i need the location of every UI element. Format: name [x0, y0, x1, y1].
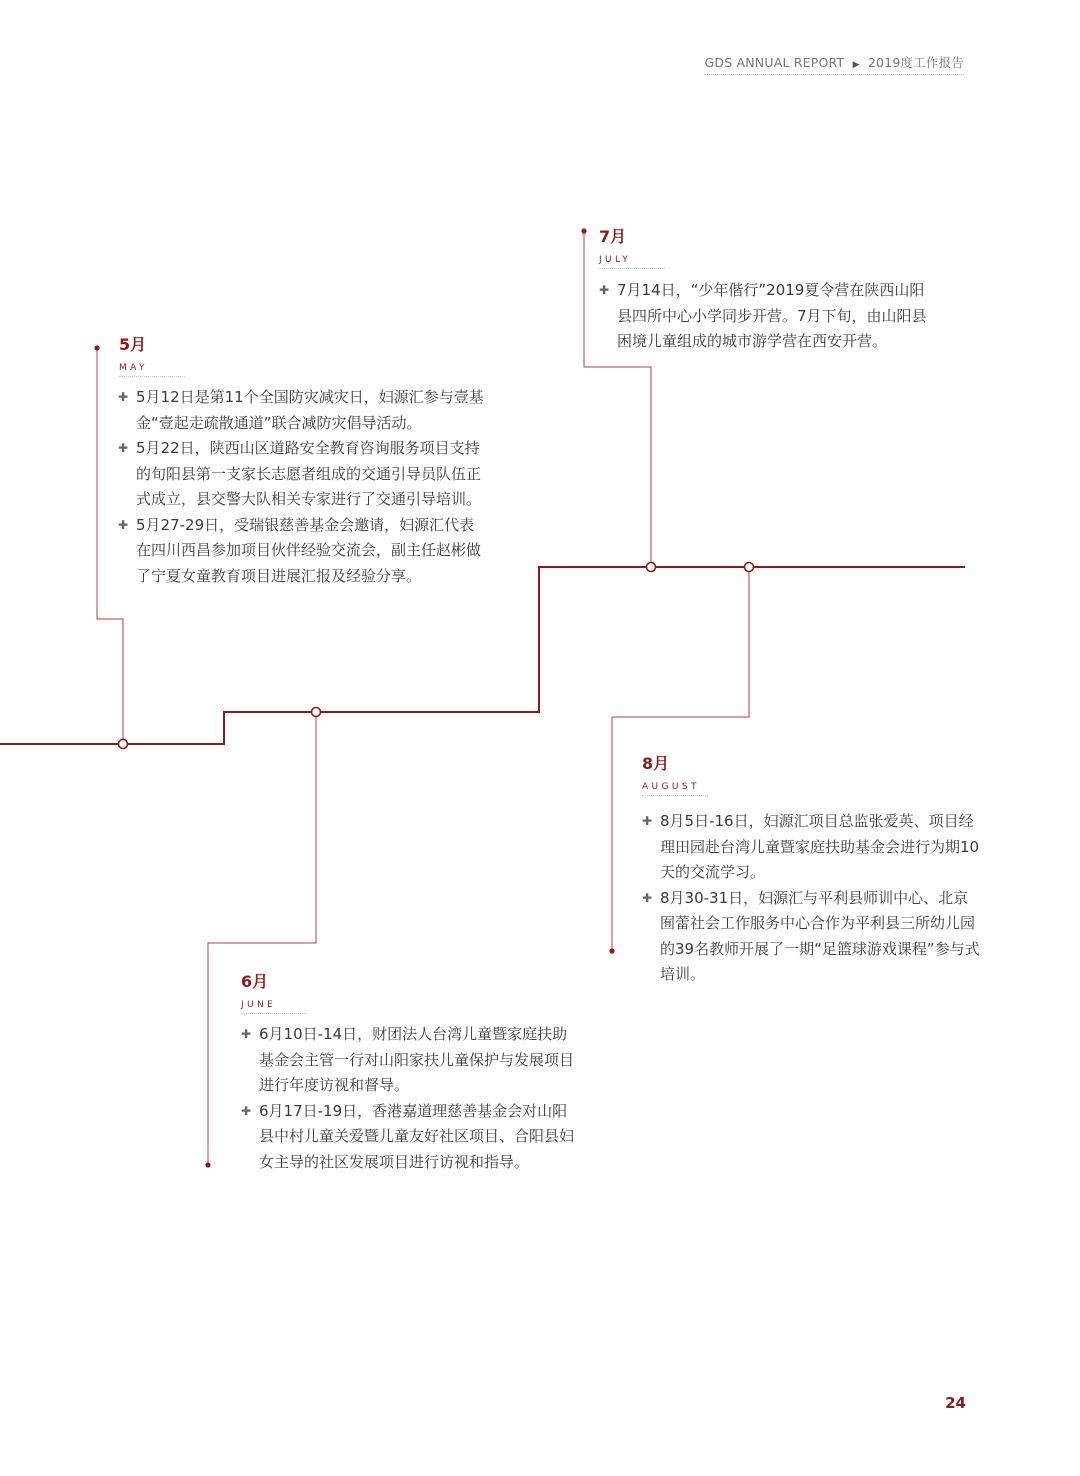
month-en-june: JUNE	[241, 999, 307, 1014]
july-event-list	[599, 278, 939, 355]
plus-bullet-icon: ✚	[241, 1027, 252, 1041]
plus-bullet-icon: ✚	[118, 390, 129, 404]
month-title-june: 6月	[241, 972, 269, 991]
july-node	[647, 563, 656, 572]
list-item: ✚ 5月12日是第11个全国防灾减灾日，妇源汇参与壹基金“壹起走疏散通道”联合减防灾倡导活动。	[118, 385, 486, 436]
timeline-main-line	[0, 567, 965, 744]
header-report-name: GDS ANNUAL REPORT	[704, 55, 845, 70]
list-item: ✚ 5月27-29日，受瑞银慈善基金会邀请，妇源汇代表在四川西昌参加项目伙伴经验交流会，副主任赵彬做了宁夏女童教育项目进展汇报及经验分享。	[118, 513, 486, 590]
month-en-august: AUGUST	[642, 781, 708, 796]
month-label-july	[599, 227, 665, 269]
plus-bullet-icon: ✚	[118, 517, 129, 532]
report-header	[704, 53, 964, 75]
list-item: ✚ 6月10日-14日，财团法人台湾儿童暨家庭扶助基金会主管一行对山阳家扶儿童保护与发展项目进行年度访视和督导。	[241, 1022, 581, 1099]
august-end-dot	[609, 948, 614, 953]
header-report-year: 2019度工作报告	[867, 55, 964, 70]
august-event-list	[642, 809, 980, 988]
header-arrow-icon: ▶	[852, 60, 860, 70]
july-start-dot	[581, 228, 586, 233]
month-label-may	[119, 335, 185, 377]
plus-bullet-icon: ✚	[118, 441, 129, 455]
list-item: ✚ 6月17日-19日，香港嘉道理慈善基金会对山阳县中村儿童关爱暨儿童友好社区项目、合阳县妇女主导的社区发展项目进行访视和指导。	[241, 1099, 581, 1176]
month-title-may: 5月	[119, 335, 147, 354]
june-end-dot	[205, 1162, 210, 1167]
may-node	[119, 740, 128, 749]
august-node	[745, 563, 754, 572]
list-item: ✚ 8月30-31日，妇源汇与平利县师训中心、北京囿蕾社会工作服务中心合作为平利县三所幼儿园的39名教师开展了一期“足篮球游戏课程”参与式培训。	[642, 886, 980, 988]
june-node	[312, 708, 321, 717]
plus-bullet-icon: ✚	[642, 890, 653, 905]
month-title-august: 8月	[642, 754, 670, 773]
page-number: 24	[945, 1394, 966, 1412]
month-label-august	[642, 754, 708, 796]
plus-bullet-icon: ✚	[599, 283, 610, 297]
list-item: ✚ 8月5日-16日，妇源汇项目总监张爱英、项目经理田园赴台湾儿童暨家庭扶助基金会进行为期10天的交流学习。	[642, 809, 980, 886]
may-event-list	[118, 385, 486, 589]
month-label-june	[241, 972, 307, 1014]
month-en-july: JULY	[599, 254, 665, 269]
plus-bullet-icon: ✚	[642, 814, 653, 828]
month-en-may: MAY	[119, 362, 185, 377]
list-item: ✚ 7月14日，“少年偕行”2019夏令营在陕西山阳县四所中心小学同步开营。7月下旬，由山阳县困境儿童组成的城市游学营在西安开营。	[599, 278, 939, 355]
month-title-july: 7月	[599, 227, 627, 246]
june-event-list	[241, 1022, 581, 1175]
plus-bullet-icon: ✚	[241, 1103, 252, 1118]
list-item: ✚ 5月22日，陕西山区道路安全教育咨询服务项目支持的旬阳县第一支家长志愿者组成的交通引导员队伍正式成立，县交警大队相关专家进行了交通引导培训。	[118, 436, 486, 513]
may-start-dot	[94, 345, 99, 350]
